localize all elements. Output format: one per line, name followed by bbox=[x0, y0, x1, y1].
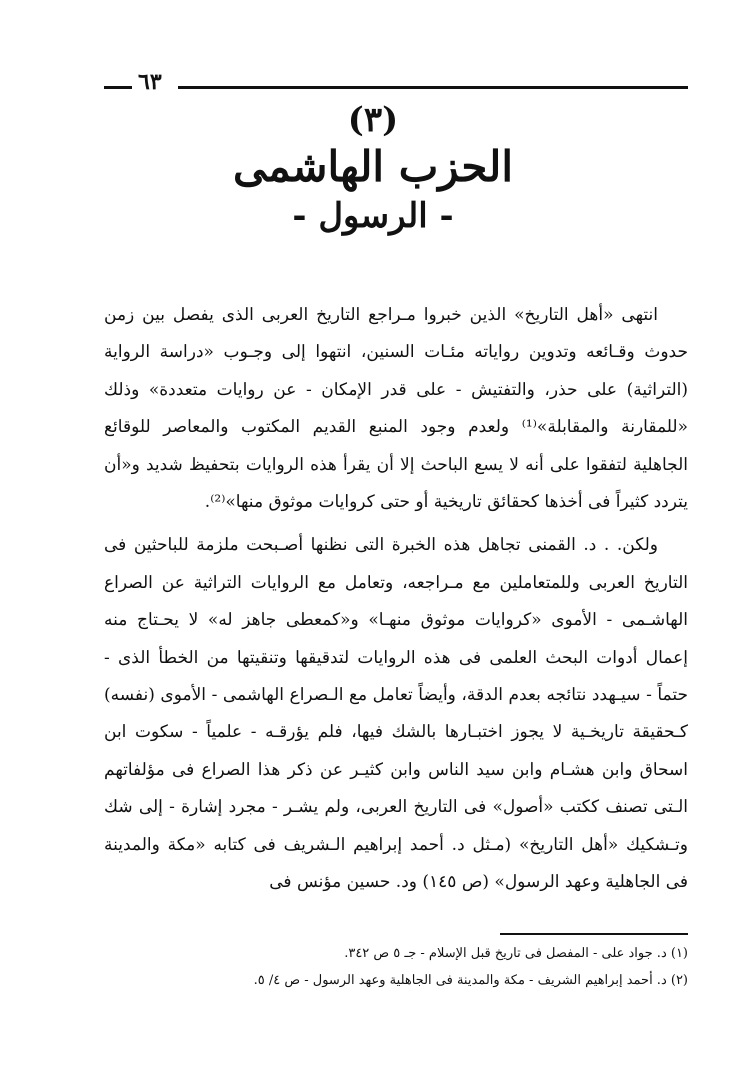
footnotes bbox=[104, 940, 688, 994]
page-number: ٦٣ bbox=[138, 69, 162, 95]
footnote: (٢) د. أحمد إبراهيم الشريف - مكة والمدينة فى الجاهلية وعهد الرسول - ص ٤/ ٥. bbox=[253, 973, 688, 988]
paragraph: انتهى «أهل التاريخ» الذين خبروا مـراجع التاريخ العربى الذى يفصل بين زمن حدوث وقـائعه وتدوين رواياته مئـات السنين، انتهوا إلى وجـوب «دراسة الرواية (التراثية) على حذر، والتفتيش - على قدر الإمكان - عن روايات متعددة» وذلك «للمقارنة والمقابلة»⁽¹⁾ ولعدم وجود المنبع القديم المكتوب والمعاصر للوقائع الجاهلية لتفقوا على أنه لا يسع الباحث إلا أن يقرأ هذه الروايات بتحفيظ شديد و«أن يتردد كثيراً فى أخذها كحقائق تاريخية أو حتى كروايات موثوق منها»⁽²⁾. bbox=[104, 305, 689, 513]
header-rule-left bbox=[104, 86, 132, 89]
chapter-subtitle: - الرسول - bbox=[292, 196, 454, 236]
header-rule bbox=[178, 86, 688, 89]
body-text bbox=[104, 297, 688, 902]
paragraph: ولكن. . د. القمنى تجاهل هذه الخبرة التى نظنها أصـبحت ملزمة للباحثين فى التاريخ العربى وللمتعاملين مع مـراجعه، وتعامل مع الروايات التراثية عن الصراع الهاشـمى - الأموى «كروايات موثوق منهـا» و«كمعطى جاهز له» لا يحـتاج منه إعمال أدوات البحث العلمى فى هذه الروايات لتدقيقها وتنقيتها من الخطأ الذى - حتماً - سيـهدد نتائجه بعدم الدقة، وأيضاً تعامل مع الـصراع الهاشمى - الأموى (نفسه) كـحقيقة تاريخـية لا يجوز اختبـارها بالشك فيها، فلم يؤرقـه - علمياً - سكوت ابن اسحاق وابن هشـام وابن سيد الناس وابن كثيـر عن ذكر هذا الصراع فى مؤلفاتهم الـتى تصنف ككتب «أصول» فى التاريخ العربى، ولم يشـر - مجرد إشارة - إلى شك وتـشكيك «أهل التاريخ» (مـثل د. أحمد إبراهيم الـشريف فى كتابه «مكة والمدينة فى الجاهلية وعهد الرسول» (ص ١٤٥) ود. حسين مؤنس فى bbox=[104, 535, 688, 893]
footnote-rule bbox=[500, 933, 688, 935]
chapter-title: الحزب الهاشمى bbox=[232, 142, 513, 191]
footnote: (١) د. جواد على - المفصل فى تاريخ قبل الإسلام - جـ ٥ ص ٣٤٢. bbox=[344, 946, 688, 961]
chapter-number: (٣) bbox=[347, 100, 399, 140]
